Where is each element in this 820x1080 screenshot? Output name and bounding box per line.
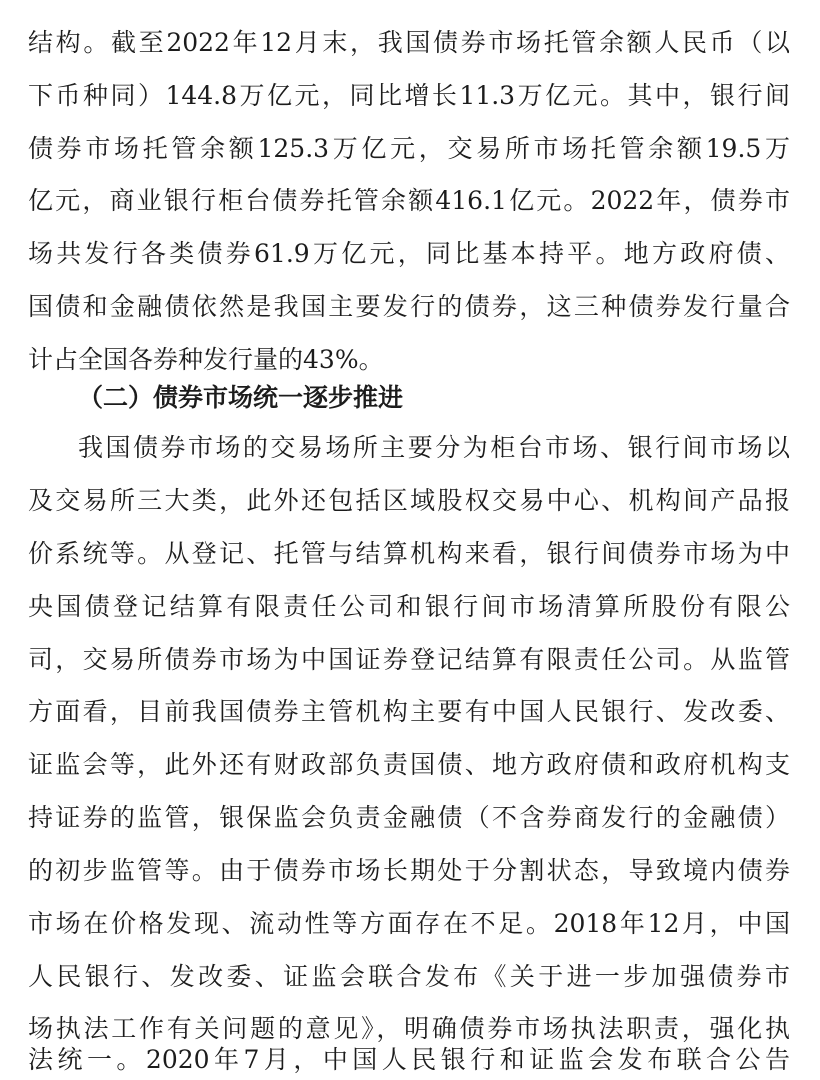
paragraph-2-line-13: 法统一。2020年7月，中国人民银行和证监会发布联合公告 xyxy=(28,1045,790,1074)
paragraph-1-line-2: 下币种同）144.8万亿元，同比增长11.3万亿元。其中，银行间 xyxy=(28,81,790,110)
paragraph-2-line-6: 方面看，目前我国债券主管机构主要有中国人民银行、发改委、 xyxy=(28,697,790,726)
paragraph-2-line-3: 价系统等。从登记、托管与结算机构来看，银行间债券市场为中 xyxy=(28,539,790,568)
paragraph-1-line-1: 结构。截至2022年12月末，我国债券市场托管余额人民币（以 xyxy=(28,28,790,57)
paragraph-1-line-5: 场共发行各类债券61.9万亿元，同比基本持平。地方政府债、 xyxy=(28,239,790,268)
paragraph-2-line-8: 持证券的监管，银保监会负责金融债（不含券商发行的金融债） xyxy=(28,803,790,832)
paragraph-2-line-10: 市场在价格发现、流动性等方面存在不足。2018年12月，中国 xyxy=(28,909,790,938)
section-heading: （二）债券市场统一逐步推进 xyxy=(78,383,404,412)
paragraph-2-line-5: 司，交易所债券市场为中国证券登记结算有限责任公司。从监管 xyxy=(28,645,790,674)
paragraph-1-line-3: 债券市场托管余额125.3万亿元，交易所市场托管余额19.5万 xyxy=(28,134,790,163)
paragraph-2-line-9: 的初步监管等。由于债券市场长期处于分割状态，导致境内债券 xyxy=(28,856,790,885)
paragraph-1-line-6: 国债和金融债依然是我国主要发行的债券，这三种债券发行量合 xyxy=(28,292,790,321)
paragraph-2-line-2: 及交易所三大类，此外还包括区域股权交易中心、机构间产品报 xyxy=(28,486,790,515)
paragraph-1-line-7: 计占全国各券种发行量的43%。 xyxy=(28,345,384,374)
paragraph-1-line-4: 亿元，商业银行柜台债券托管余额416.1亿元。2022年，债券市 xyxy=(28,186,790,215)
paragraph-2-line-7: 证监会等，此外还有财政部负责国债、地方政府债和政府机构支 xyxy=(28,750,790,779)
paragraph-2-line-4: 央国债登记结算有限责任公司和银行间市场清算所股份有限公 xyxy=(28,592,790,621)
paragraph-2-line-12: 场执法工作有关问题的意见》，明确债券市场执法职责，强化执 xyxy=(28,1014,790,1043)
paragraph-2-line-11: 人民银行、发改委、证监会联合发布《关于进一步加强债券市 xyxy=(28,962,790,991)
paragraph-2-line-1: 我国债券市场的交易场所主要分为柜台市场、银行间市场以 xyxy=(78,433,790,462)
